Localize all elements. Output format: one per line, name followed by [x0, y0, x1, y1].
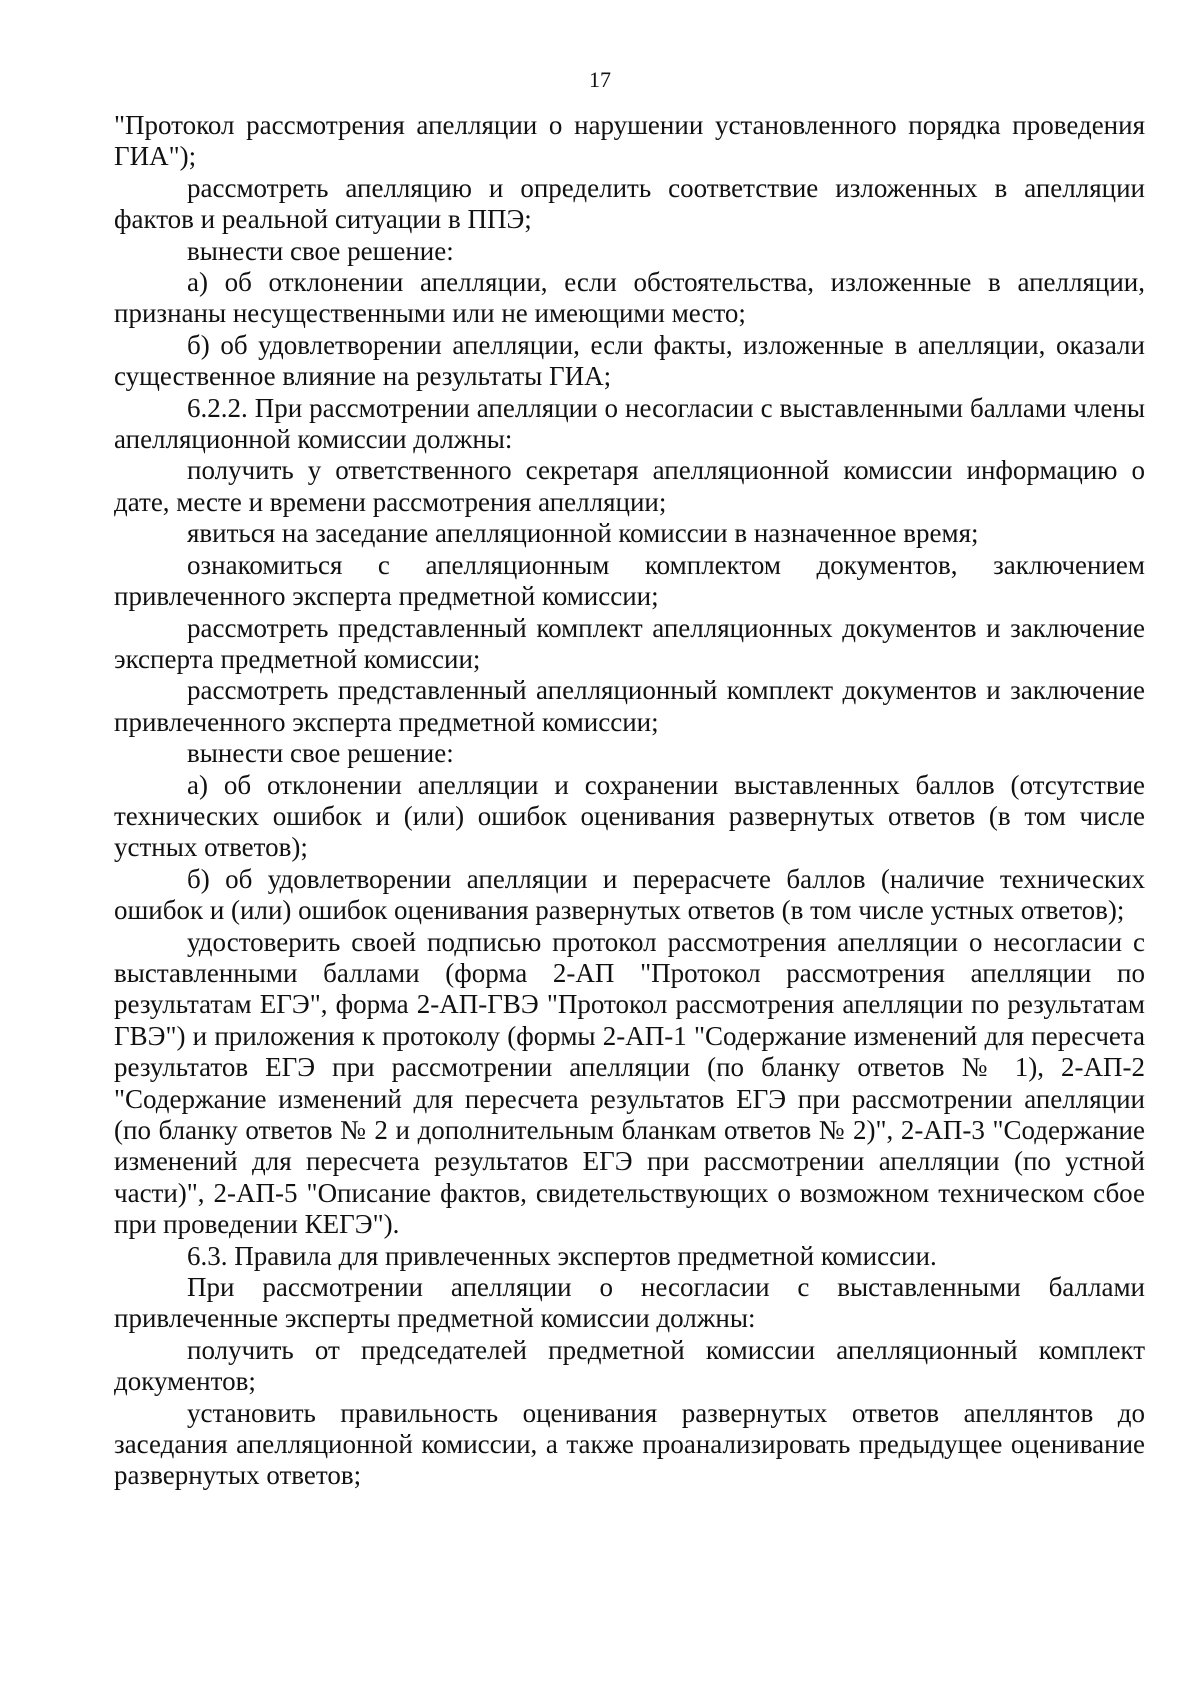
section-heading: 6.3. Правила для привлеченных экспертов предметной комиссии. [187, 1240, 937, 1271]
paragraph: удостоверить своей подписью протокол рассмотрения апелляции о несогласии с выставленными баллами (форма 2-АП "Протокол рассмотрения апелляции по результатам ЕГЭ", форма 2-АП-ГВЭ "Протокол рассмотрения апелляции по результатам ГВЭ") и приложения к протоколу (формы 2-АП-1 "Содержание изменений для пересчета результатов ЕГЭ при рассмотрении апелляции (по бланку ответов № 1), 2-АП-2 "Содержание изменений для пересчета результатов ЕГЭ при рассмотрении апелляции (по бланку ответов № 2 и дополнительным бланкам ответов № 2)", 2-АП-3 "Содержание изменений для пересчета результатов ЕГЭ при рассмотрении апелляции (по устной части)", 2-АП-5 "Описание фактов, свидетельствующих о возможном техническом сбое при проведении КЕГЭ"). [114, 926, 1145, 1240]
paragraph: При рассмотрении апелляции о несогласии с выставленными баллами привлеченные эксперты предметной комиссии должны: [114, 1272, 1145, 1334]
paragraph-continuation: "Протокол рассмотрения апелляции о нарушении установленного порядка проведения ГИА"); [114, 110, 1145, 172]
paragraph: установить правильность оценивания развернутых ответов апеллянтов до заседания апелляционной комиссии, а также проанализировать предыдущее оценивание развернутых ответов; [114, 1397, 1145, 1491]
document-body [114, 110, 1145, 1492]
paragraph: рассмотреть представленный апелляционный комплект документов и заключение привлеченного эксперта предметной комиссии; [114, 675, 1145, 737]
paragraph: 6.2.2. При рассмотрении апелляции о несогласии с выставленными баллами члены апелляционной комиссии должны: [114, 392, 1145, 455]
paragraph: а) об отклонении апелляции, если обстоятельства, изложенные в апелляции, признаны несущественными или не имеющими место; [114, 267, 1145, 329]
paragraph: получить у ответственного секретаря апелляционной комиссии информацию о дате, месте и времени рассмотрения апелляции; [114, 455, 1145, 517]
paragraph: б) об удовлетворении апелляции, если факты, изложенные в апелляции, оказали существенное влияние на результаты ГИА; [114, 329, 1145, 392]
page-number: 17 [589, 67, 611, 92]
paragraph: вынести свое решение: [187, 738, 454, 769]
paragraph: явиться на заседание апелляционной комиссии в назначенное время; [187, 518, 979, 549]
paragraph: получить от председателей предметной комиссии апелляционный комплект документов; [114, 1334, 1145, 1397]
paragraph: б) об удовлетворении апелляции и перерасчете баллов (наличие технических ошибок и (или) ошибок оценивания развернутых ответов (в том числе устных ответов); [114, 863, 1145, 926]
paragraph: рассмотреть апелляцию и определить соответствие изложенных в апелляции фактов и реальной ситуации в ППЭ; [114, 172, 1145, 235]
paragraph: вынести свое решение: [187, 235, 454, 266]
paragraph: рассмотреть представленный комплект апелляционных документов и заключение эксперта предметной комиссии; [114, 612, 1145, 674]
paragraph: а) об отклонении апелляции и сохранении выставленных баллов (отсутствие технических ошибок и (или) ошибок оценивания развернутых ответов (в том числе устных ответов); [114, 769, 1145, 863]
paragraph: ознакомиться с апелляционным комплектом документов, заключением привлеченного эксперта предметной комиссии; [114, 549, 1145, 612]
